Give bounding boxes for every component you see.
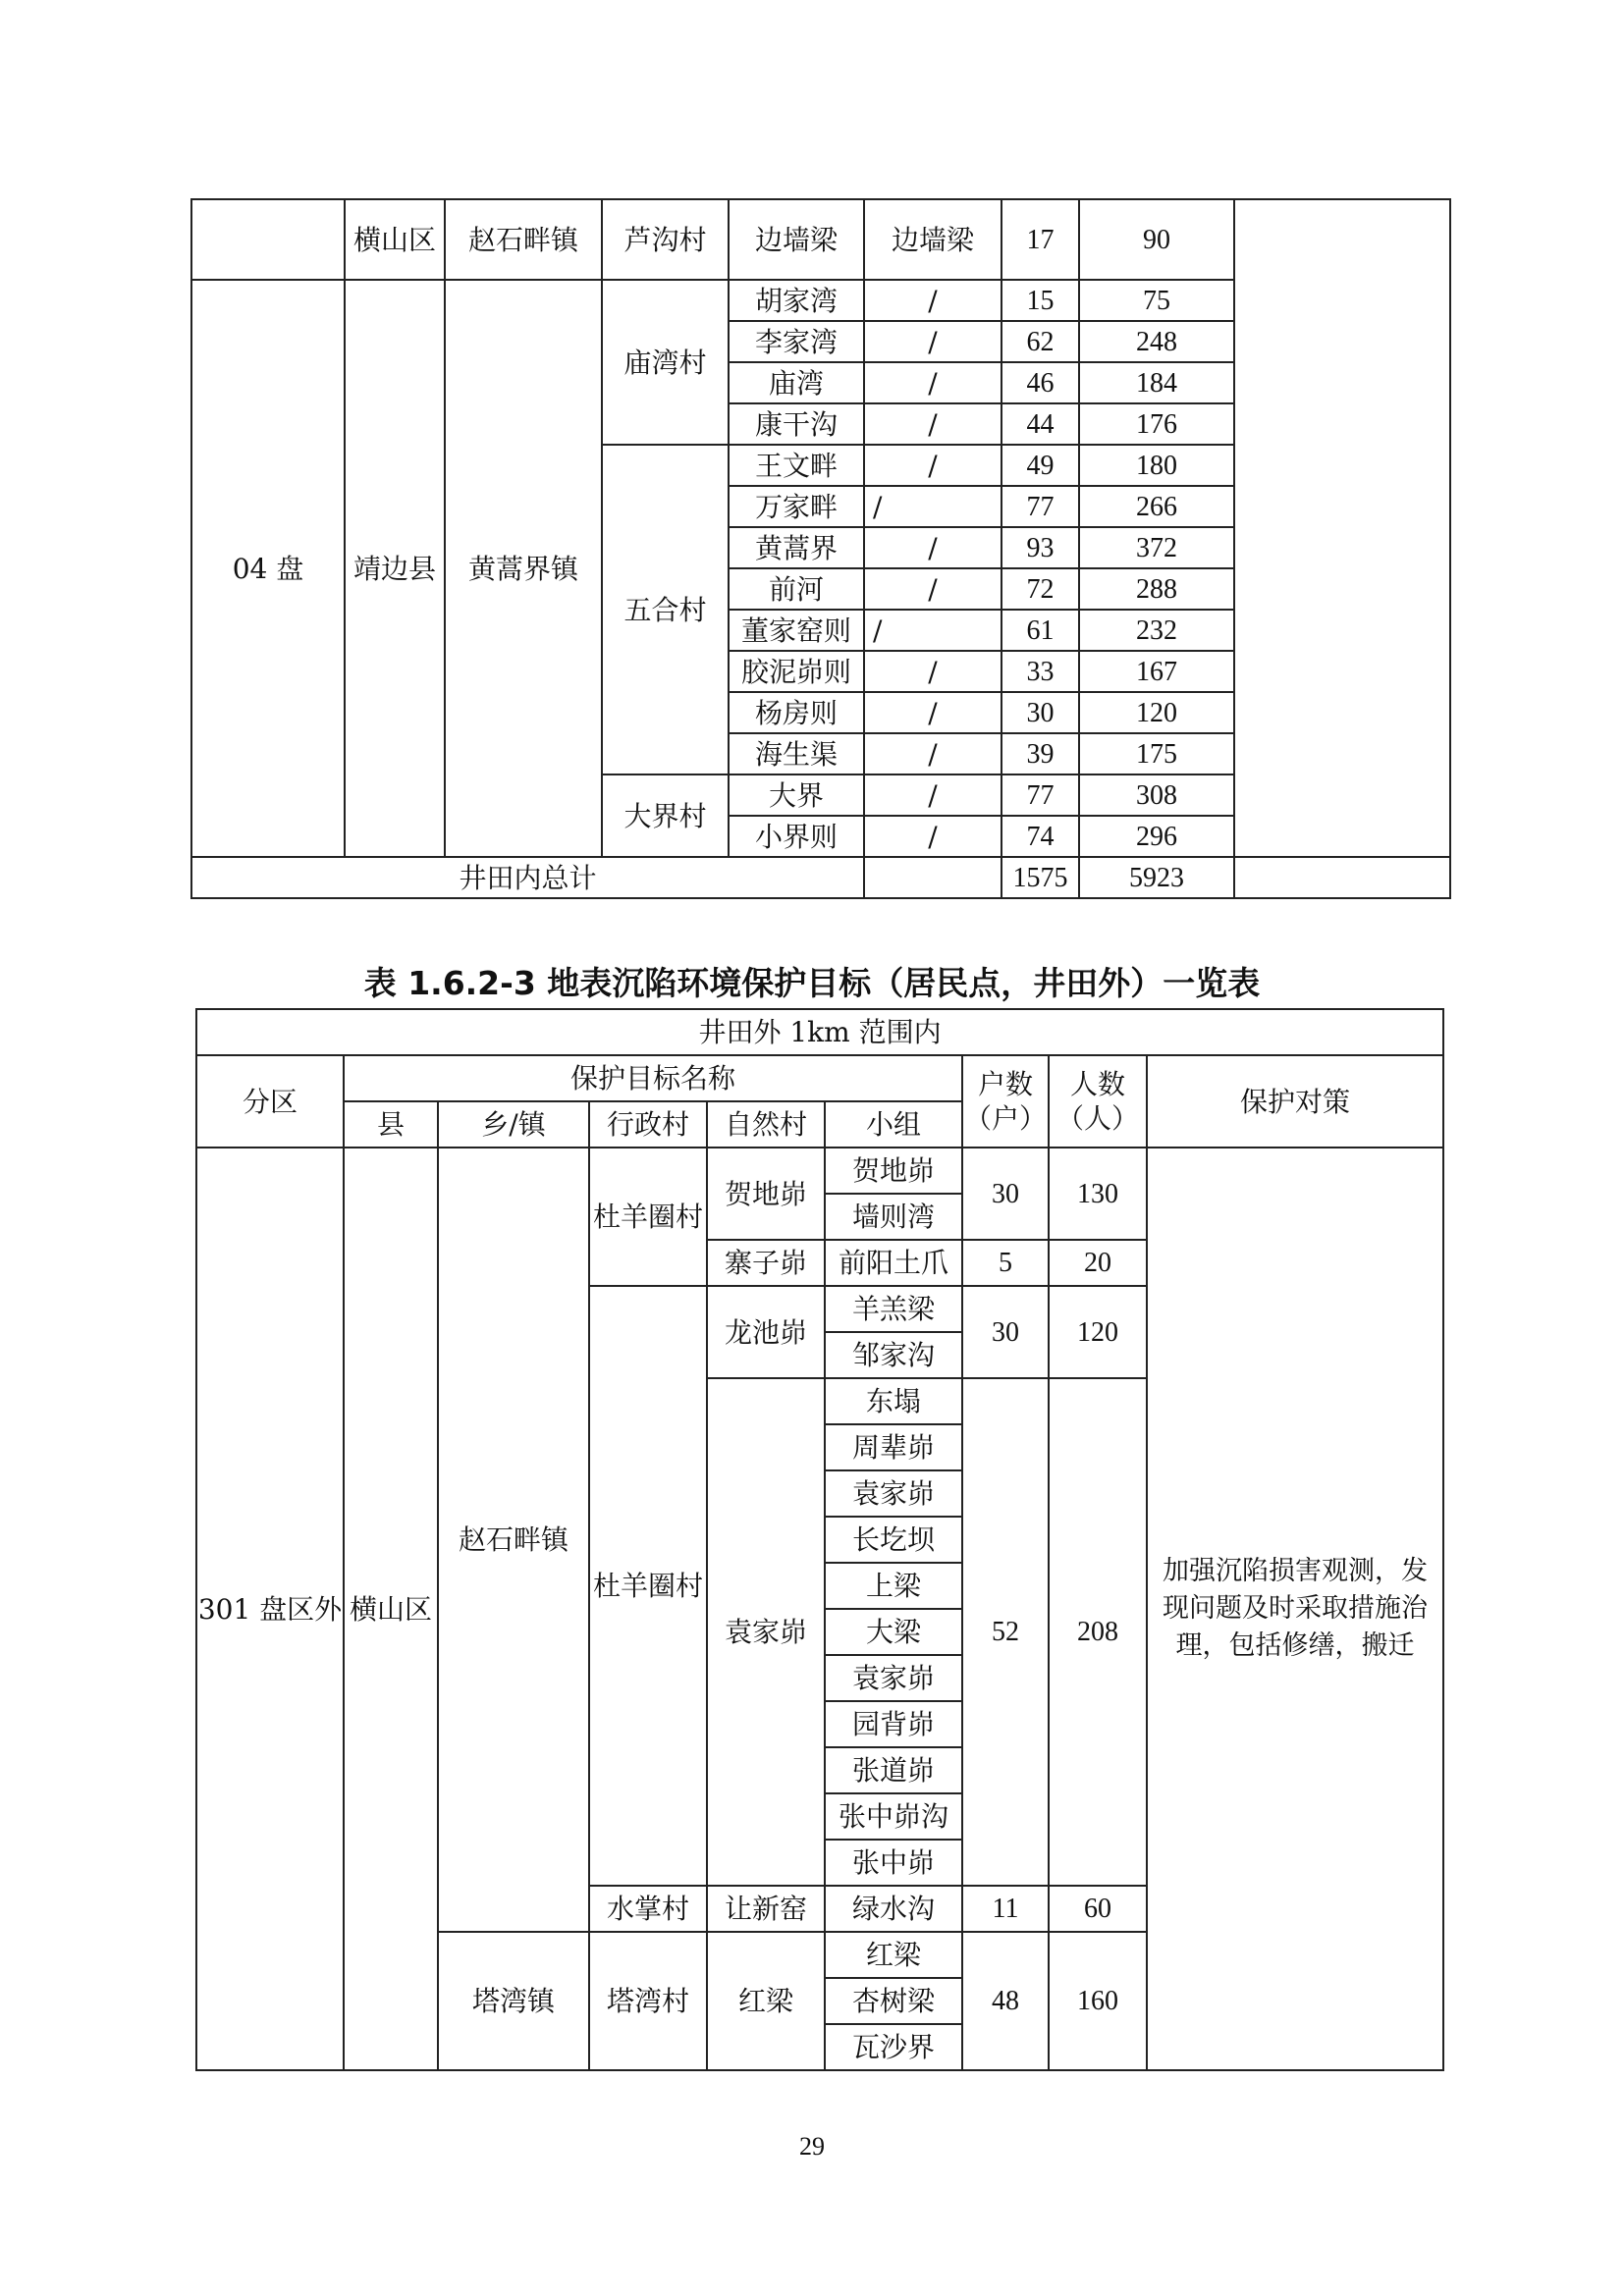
cell-zone: 04 盘 bbox=[191, 280, 345, 857]
cell-natural-village: 前河 bbox=[729, 568, 864, 610]
cell-group: / bbox=[864, 486, 1001, 527]
cell-households: 17 bbox=[1001, 199, 1079, 280]
header-row bbox=[196, 1055, 1443, 1101]
cell-group: / bbox=[864, 651, 1001, 692]
cell-households: 39 bbox=[1001, 733, 1079, 774]
cell-group: / bbox=[864, 692, 1001, 733]
cell-group: 周辈峁 bbox=[825, 1424, 962, 1470]
cell-natural-village: 小界则 bbox=[729, 816, 864, 857]
cell-group: / bbox=[864, 568, 1001, 610]
cell-admin-village: 芦沟村 bbox=[602, 199, 729, 280]
cell-group: 张中峁沟 bbox=[825, 1793, 962, 1840]
page-number: 29 bbox=[799, 2132, 825, 2161]
cell-extra bbox=[1234, 199, 1450, 857]
cell-group: / bbox=[864, 610, 1001, 651]
header-natural-village: 自然村 bbox=[707, 1101, 825, 1148]
range-title-row bbox=[196, 1009, 1443, 1055]
cell-households: 15 bbox=[1001, 280, 1079, 321]
cell-people: 120 bbox=[1049, 1286, 1147, 1378]
table-caption: 表 1.6.2-3 地表沉陷环境保护目标（居民点，井田外）一览表 bbox=[363, 964, 1261, 1002]
header-town: 乡/镇 bbox=[438, 1101, 589, 1148]
cell-households: 48 bbox=[962, 1932, 1049, 2070]
cell-group: / bbox=[864, 816, 1001, 857]
cell-natural-village: 红梁 bbox=[707, 1932, 825, 2070]
cell-county: 横山区 bbox=[344, 1148, 438, 2070]
cell-households: 44 bbox=[1001, 403, 1079, 445]
cell-admin-village: 大界村 bbox=[602, 774, 729, 857]
header-people: 人数（人） bbox=[1049, 1055, 1147, 1148]
cell-group: 瓦沙界 bbox=[825, 2024, 962, 2070]
cell-households: 46 bbox=[1001, 362, 1079, 403]
cell-households: 77 bbox=[1001, 486, 1079, 527]
cell-people: 308 bbox=[1079, 774, 1234, 816]
cell-people: 248 bbox=[1079, 321, 1234, 362]
total-row bbox=[191, 857, 1450, 898]
cell-group: / bbox=[864, 527, 1001, 568]
cell-group: 张中峁 bbox=[825, 1840, 962, 1886]
cell-natural-village: 让新窑 bbox=[707, 1886, 825, 1932]
total-extra bbox=[1234, 857, 1450, 898]
cell-households: 74 bbox=[1001, 816, 1079, 857]
cell-group: 杏树梁 bbox=[825, 1978, 962, 2024]
cell-natural-village: 万家畔 bbox=[729, 486, 864, 527]
cell-natural-village: 黄蒿界 bbox=[729, 527, 864, 568]
cell-households: 5 bbox=[962, 1240, 1049, 1286]
cell-admin-village: 庙湾村 bbox=[602, 280, 729, 445]
cell-group: / bbox=[864, 733, 1001, 774]
cell-town: 黄蒿界镇 bbox=[445, 280, 602, 857]
cell-group: 张道峁 bbox=[825, 1747, 962, 1793]
cell-people: 288 bbox=[1079, 568, 1234, 610]
cell-people: 167 bbox=[1079, 651, 1234, 692]
cell-people: 372 bbox=[1079, 527, 1234, 568]
cell-natural-village: 寨子峁 bbox=[707, 1240, 825, 1286]
cell-town: 赵石畔镇 bbox=[438, 1148, 589, 1932]
cell-people: 160 bbox=[1049, 1932, 1147, 2070]
cell-households: 30 bbox=[962, 1286, 1049, 1378]
cell-people: 175 bbox=[1079, 733, 1234, 774]
cell-natural-village: 海生渠 bbox=[729, 733, 864, 774]
cell-admin-village: 五合村 bbox=[602, 445, 729, 774]
cell-group: 羊羔梁 bbox=[825, 1286, 962, 1332]
cell-natural-village: 康干沟 bbox=[729, 403, 864, 445]
cell-people: 266 bbox=[1079, 486, 1234, 527]
cell-town: 赵石畔镇 bbox=[445, 199, 602, 280]
cell-people: 75 bbox=[1079, 280, 1234, 321]
cell-group: 邹家沟 bbox=[825, 1332, 962, 1378]
cell-households: 77 bbox=[1001, 774, 1079, 816]
cell-people: 232 bbox=[1079, 610, 1234, 651]
cell-people: 176 bbox=[1079, 403, 1234, 445]
cell-group: 贺地峁 bbox=[825, 1148, 962, 1194]
cell-natural-village: 胡家湾 bbox=[729, 280, 864, 321]
cell-group: 前阳土爪 bbox=[825, 1240, 962, 1286]
cell-natural-village: 董家窑则 bbox=[729, 610, 864, 651]
cell-people: 208 bbox=[1049, 1378, 1147, 1886]
cell-zone bbox=[191, 199, 345, 280]
cell-group: / bbox=[864, 403, 1001, 445]
cell-group: 边墙梁 bbox=[864, 199, 1001, 280]
header-target-name: 保护目标名称 bbox=[344, 1055, 962, 1101]
header-zone: 分区 bbox=[196, 1055, 344, 1148]
header-county: 县 bbox=[344, 1101, 438, 1148]
cell-admin-village: 塔湾村 bbox=[589, 1932, 707, 2070]
cell-natural-village: 王文畔 bbox=[729, 445, 864, 486]
cell-group: 绿水沟 bbox=[825, 1886, 962, 1932]
cell-admin-village: 水掌村 bbox=[589, 1886, 707, 1932]
cell-group: / bbox=[864, 445, 1001, 486]
total-people: 5923 bbox=[1079, 857, 1234, 898]
cell-households: 52 bbox=[962, 1378, 1049, 1886]
cell-county: 横山区 bbox=[345, 199, 445, 280]
cell-households: 49 bbox=[1001, 445, 1079, 486]
cell-group: 袁家峁 bbox=[825, 1655, 962, 1701]
cell-natural-village: 袁家峁 bbox=[707, 1378, 825, 1886]
header-admin-village: 行政村 bbox=[589, 1101, 707, 1148]
cell-group: / bbox=[864, 321, 1001, 362]
cell-group: / bbox=[864, 774, 1001, 816]
cell-natural-village: 杨房则 bbox=[729, 692, 864, 733]
cell-people: 296 bbox=[1079, 816, 1234, 857]
cell-households: 30 bbox=[962, 1148, 1049, 1240]
table-row bbox=[191, 199, 1450, 280]
range-title: 井田外 1km 范围内 bbox=[196, 1009, 1443, 1055]
cell-natural-village: 边墙梁 bbox=[729, 199, 864, 280]
cell-people: 130 bbox=[1049, 1148, 1147, 1240]
cell-group: 上梁 bbox=[825, 1563, 962, 1609]
cell-zone: 301 盘区外 bbox=[196, 1148, 344, 2070]
cell-county: 靖边县 bbox=[345, 280, 445, 857]
cell-households: 33 bbox=[1001, 651, 1079, 692]
header-measures: 保护对策 bbox=[1147, 1055, 1443, 1148]
cell-town: 塔湾镇 bbox=[438, 1932, 589, 2070]
cell-group: 红梁 bbox=[825, 1932, 962, 1978]
cell-households: 30 bbox=[1001, 692, 1079, 733]
cell-households: 93 bbox=[1001, 527, 1079, 568]
cell-group: / bbox=[864, 362, 1001, 403]
cell-people: 120 bbox=[1079, 692, 1234, 733]
cell-natural-village: 胶泥峁则 bbox=[729, 651, 864, 692]
total-households: 1575 bbox=[1001, 857, 1079, 898]
cell-admin-village: 杜羊圈村 bbox=[589, 1286, 707, 1886]
header-households: 户数（户） bbox=[962, 1055, 1049, 1148]
table-continued bbox=[190, 198, 1451, 899]
cell-admin-village: 杜羊圈村 bbox=[589, 1148, 707, 1286]
cell-group: 大梁 bbox=[825, 1609, 962, 1655]
cell-group: 东塌 bbox=[825, 1378, 962, 1424]
cell-people: 90 bbox=[1079, 199, 1234, 280]
protection-target-table bbox=[195, 1008, 1444, 2071]
cell-group: 袁家峁 bbox=[825, 1470, 962, 1517]
cell-group: 园背峁 bbox=[825, 1701, 962, 1747]
table-row bbox=[196, 1148, 1443, 1194]
total-label: 井田内总计 bbox=[191, 857, 864, 898]
cell-natural-village: 李家湾 bbox=[729, 321, 864, 362]
cell-households: 61 bbox=[1001, 610, 1079, 651]
cell-people: 184 bbox=[1079, 362, 1234, 403]
cell-group: 长圪坝 bbox=[825, 1517, 962, 1563]
cell-group: 墙则湾 bbox=[825, 1194, 962, 1240]
cell-households: 72 bbox=[1001, 568, 1079, 610]
cell-households: 62 bbox=[1001, 321, 1079, 362]
header-group: 小组 bbox=[825, 1101, 962, 1148]
cell-natural-village: 大界 bbox=[729, 774, 864, 816]
cell-natural-village: 贺地峁 bbox=[707, 1148, 825, 1240]
cell-households: 11 bbox=[962, 1886, 1049, 1932]
cell-people: 180 bbox=[1079, 445, 1234, 486]
cell-measures: 加强沉陷损害观测，发现问题及时采取措施治理，包括修缮，搬迁 bbox=[1147, 1148, 1443, 2070]
cell-people: 60 bbox=[1049, 1886, 1147, 1932]
cell-natural-village: 龙池峁 bbox=[707, 1286, 825, 1378]
total-group bbox=[864, 857, 1001, 898]
cell-people: 20 bbox=[1049, 1240, 1147, 1286]
cell-group: / bbox=[864, 280, 1001, 321]
cell-natural-village: 庙湾 bbox=[729, 362, 864, 403]
